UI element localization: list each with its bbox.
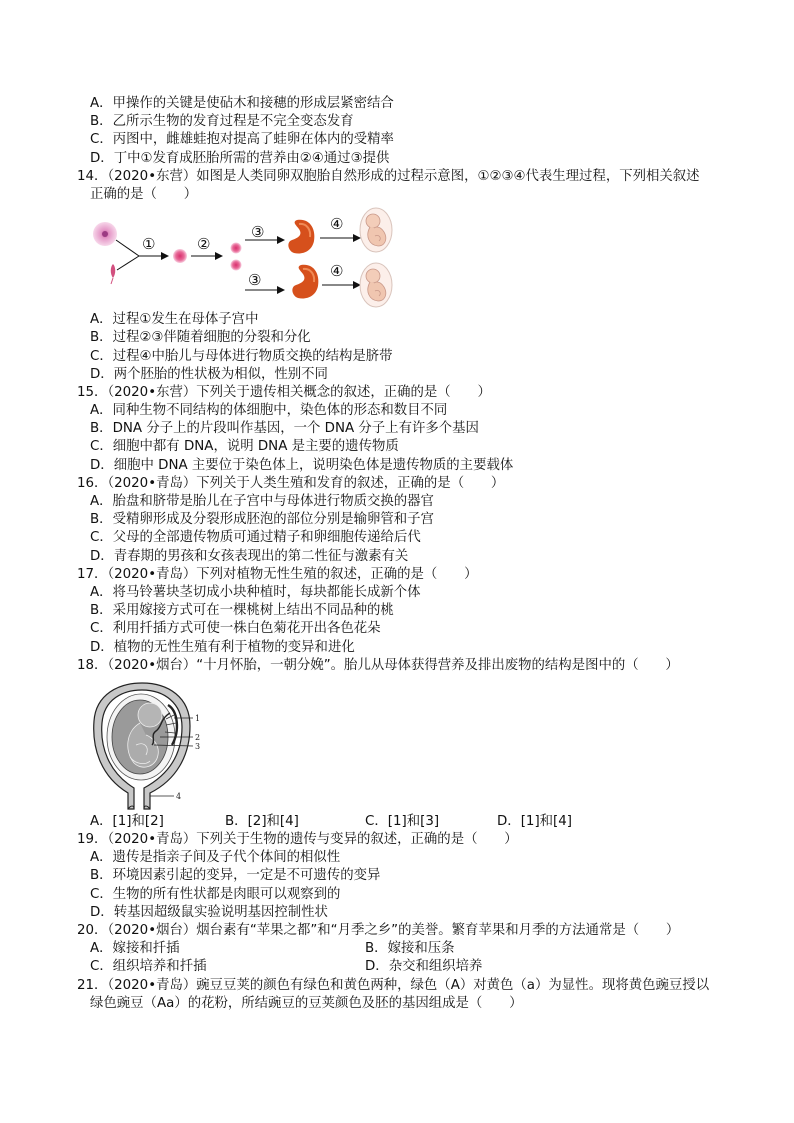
separated-cell-lower	[231, 260, 242, 271]
q14-option-c: C．过程④中胎儿与母体进行物质交换的结构是脐带	[90, 348, 393, 364]
q18-options-row	[0, 813, 794, 831]
figure-label-2: 2	[195, 732, 201, 742]
q20-option-b: B．嫁接和压条	[365, 941, 455, 957]
q17-stem: 17．（2020•青岛）下列对植物无性生殖的叙述，正确的是（ ）	[77, 566, 478, 582]
embryo-upper	[288, 220, 314, 254]
step4-label-upper: ④	[330, 215, 344, 234]
step3-label-upper: ③	[251, 223, 265, 242]
twin-formation-diagram	[0, 204, 794, 311]
q20-options-row-2	[0, 958, 794, 976]
q17-option-d: D．植物的无性生殖有利于植物的变异和进化	[90, 639, 355, 655]
q14-option-b: B．过程②③伴随着细胞的分裂和分化	[90, 330, 311, 346]
q14-option-d: D．两个胚胎的性状极为相似，性别不同	[90, 366, 328, 382]
q15-option-a: A．同种生物不同结构的体细胞中，染色体的形态和数目不同	[90, 403, 448, 419]
q15-stem: 15．（2020•东营）下列关于遗传相关概念的叙述，正确的是（ ）	[77, 384, 491, 400]
q14-option-a: A．过程①发生在母体子宫中	[90, 312, 259, 328]
separated-cell-upper	[231, 243, 242, 254]
q21-stem: 21．（2020•青岛）豌豆豆荚的颜色有绿色和黄色两种，绿色（A）对黄色（a）为显性。现将黄色豌豆授以	[77, 977, 710, 993]
q21-stem-continued: 绿色豌豆（Aa）的花粉，所结豌豆的豆荚颜色及胚的基因组成是（ ）	[90, 995, 523, 1011]
step2-label: ②	[197, 235, 211, 254]
q15-option-c: C．细胞中都有 DNA，说明 DNA 是主要的遗传物质	[90, 439, 399, 455]
egg-cell	[93, 222, 117, 246]
q20-option-a: A．嫁接和扦插	[90, 941, 180, 957]
uterus-fetus-svg	[0, 675, 794, 813]
q14-stem-continued: 正确的是（ ）	[90, 186, 198, 202]
q14-stem: 14．（2020•东营）如图是人类同卵双胞胎自然形成的过程示意图，①②③④代表生理过程，下列相关叙述	[77, 168, 700, 184]
figure-label-1: 1	[195, 713, 201, 723]
q18-option-a: A．[1]和[2]	[90, 813, 164, 829]
twin-formation-svg	[0, 204, 794, 311]
q13-option-c: C．丙图中，雌雄蛙抱对提高了蛙卵在体内的受精率	[90, 132, 394, 148]
q16-option-c: C．父母的全部遗传物质可通过精子和卵细胞传递给后代	[90, 530, 421, 546]
fetus-upper	[360, 208, 392, 252]
q19-option-c: C．生物的所有性状都是肉眼可以观察到的	[90, 886, 341, 902]
step3-label-lower: ③	[248, 271, 262, 290]
q16-option-b: B．受精卵形成及分裂形成胚泡的部位分别是输卵管和子宫	[90, 512, 434, 528]
q16-stem: 16．（2020•青岛）下列关于人类生殖和发育的叙述，正确的是（ ）	[77, 475, 505, 491]
q18-stem: 18．（2020•烟台）“十月怀胎，一朝分娩”。胎儿从母体获得营养及排出废物的结构是图中的（ ）	[77, 657, 679, 673]
q15-option-b: B．DNA 分子上的片段叫作基因，一个 DNA 分子上有许多个基因	[90, 421, 479, 437]
q20-option-d: D．杂交和组织培养	[365, 959, 483, 975]
q19-option-d: D．转基因超级鼠实验说明基因控制性状	[90, 904, 328, 920]
q18-option-b: B．[2]和[4]	[225, 813, 299, 829]
step1-label: ①	[142, 235, 156, 254]
sperm-cell	[111, 264, 116, 284]
figure-label-3: 3	[195, 741, 201, 751]
fetus-lower	[360, 263, 392, 307]
step4-label-lower: ④	[330, 262, 344, 281]
q13-option-a: A．甲操作的关键是使砧木和接穗的形成层紧密结合	[90, 96, 394, 111]
q18-option-c: C．[1]和[3]	[365, 813, 440, 829]
q19-option-a: A．遗传是指亲子间及子代个体间的相似性	[90, 850, 341, 866]
q20-stem: 20．（2020•烟台）烟台素有“苹果之都”和“月季之乡”的美誉。繁育苹果和月季的方法通常是（ ）	[77, 923, 680, 938]
embryo-lower	[292, 265, 318, 299]
sperm-connector-line	[117, 256, 139, 270]
egg-connector-line	[116, 240, 139, 256]
q16-option-a: A．胎盘和脐带是胎儿在子宫中与母体进行物质交换的器官	[90, 494, 434, 509]
q15-option-d: D．细胞中 DNA 主要位于染色体上，说明染色体是遗传物质的主要载体	[90, 457, 514, 473]
q20-options-row-1	[0, 940, 794, 958]
q18-option-d: D．[1]和[4]	[497, 813, 573, 829]
q19-option-b: B．环境因素引起的变异，一定是不可遗传的变异	[90, 868, 381, 884]
zygote	[173, 249, 187, 263]
q17-option-a: A．将马铃薯块茎切成小块种植时，每块都能长成新个体	[90, 584, 421, 600]
q16-option-d: D．青春期的男孩和女孩表现出的第二性征与激素有关	[90, 548, 409, 564]
q20-option-c: C．组织培养和扦插	[90, 959, 207, 975]
uterus-fetus-diagram	[0, 675, 794, 813]
q17-option-c: C．利用扦插方式可使一株白色菊花开出各色花朵	[90, 621, 381, 637]
q13-option-d: D．丁中①发育成胚胎所需的营养由②④通过③提供	[90, 150, 390, 166]
q17-option-b: B．采用嫁接方式可在一棵桃树上结出不同品种的桃	[90, 603, 394, 619]
q19-stem: 19．（2020•青岛）下列关于生物的遗传与变异的叙述，正确的是（ ）	[77, 832, 518, 848]
figure-label-4: 4	[176, 791, 182, 801]
q13-option-b: B．乙所示生物的发育过程是不完全变态发育	[90, 114, 354, 130]
page-content	[0, 95, 794, 1013]
